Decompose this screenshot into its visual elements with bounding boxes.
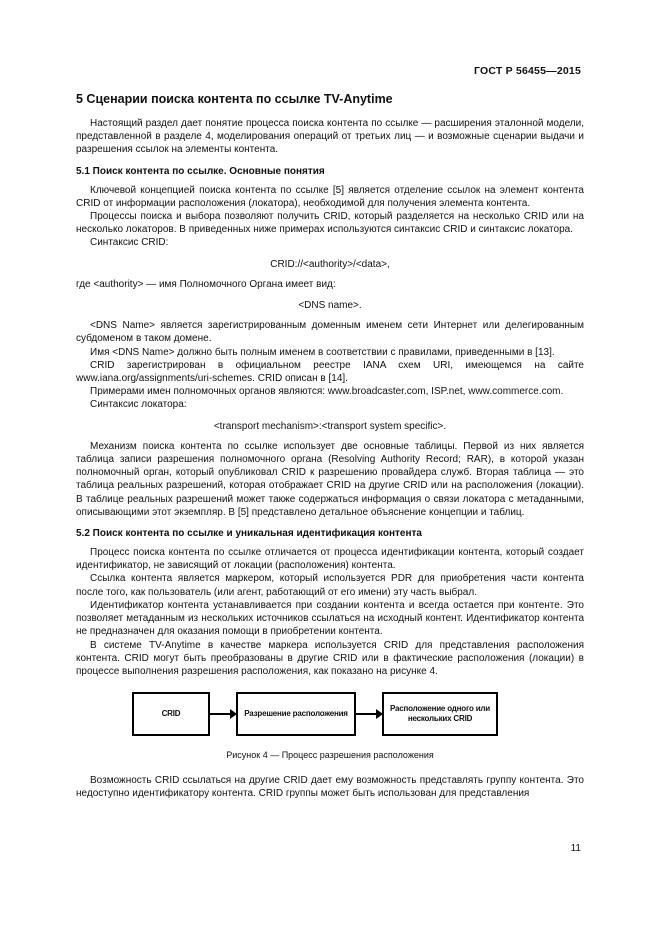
subsection-5-2-title: 5.2 Поиск контента по ссылке и уникальная идентификация контента xyxy=(76,528,422,540)
paragraph: Синтаксис локатора: xyxy=(90,399,187,411)
paragraph: Ссылка контента является маркером, который используется PDR для приобретения части контента после того, как пользователь (или агент, работающий от его имени) эту часть выбрал. xyxy=(76,573,584,598)
page-number: 11 xyxy=(570,843,581,854)
standard-number: ГОСТ Р 56455—2015 xyxy=(473,65,581,77)
page-content xyxy=(76,92,584,801)
crid-box: CRID xyxy=(132,692,210,736)
paragraph: Процесс поиска контента по ссылке отличается от процесса идентификации контента, который создает идентификатор, не зависящий от локации (расположения) контента. xyxy=(76,547,584,572)
paragraph: Ключевой концепцией поиска контента по ссылке [5] является отделение ссылок на элемент контента CRID от информации расположения (локатора), необходимой для получения элемента контента. xyxy=(76,184,584,209)
subsection-5-1-title: 5.1 Поиск контента по ссылке. Основные понятия xyxy=(76,165,325,177)
arrow-2 xyxy=(356,713,382,715)
paragraph: <DNS Name> является зарегистрированным доменным именем сети Интернет или делегированным субдоменом в таком домене. xyxy=(76,320,584,345)
crid-syntax-formula: CRID://<authority>/<data>, xyxy=(270,258,390,270)
paragraph: Примерами имен полномочных органов являются: www.broadcaster.com, ISP.net, www.commerce.com. xyxy=(90,386,564,398)
resolution-box: Разрешение расположения xyxy=(236,692,356,736)
arrow-1 xyxy=(210,713,236,715)
section-intro: Настоящий раздел дает понятие процесса поиска контента по ссылке — расширения эталонной модели, представленной в разделе 4, моделирования операций от третьих лиц — и возможные сценарии выдачи и разрешения ссылок на элементы контента. xyxy=(76,118,584,156)
figure-caption: Рисунок 4 — Процесс разрешения расположения xyxy=(226,750,434,761)
paragraph: Синтаксис CRID: xyxy=(90,237,169,249)
paragraph: Идентификатор контента устанавливается при создании контента и всегда остается при контенте. Это позволяет метаданным из нескольких источников ссылаться на исходный контент. Идентификатор контента не предназначен для оказания помощи в приобретении контента. xyxy=(76,599,584,638)
dns-name-formula: <DNS name>. xyxy=(298,300,362,312)
location-resolution-diagram xyxy=(132,692,502,738)
paragraph: В системе TV-Anytime в качестве маркера используется CRID для представления расположения контента. CRID могут быть преобразованы в другие CRID или в фактические расположения (локации) в процессе выполнения разрешения расположения, как показано на рисунке 4. xyxy=(76,639,584,677)
paragraph: Механизм поиска контента по ссылке использует две основные таблицы. Первой из них является таблица записи разрешения полномочного органа (Resolving Authority Record; RAR), в которой указан полномочный орган, который опубликовал CRID к разрешению провайдера служб. Вторая таблица — это таблица реальных разрешений, которая отображает CRID на другие CRID или на расположения (локации). В таблице реальных разрешений может также содержаться информация о связи локатора с метаданными, описывающими этот экземпляр. В [5] представлено детальное объяснение концепции и таблиц. xyxy=(76,440,584,518)
paragraph: Процессы поиска и выбора позволяют получить CRID, который разделяется на несколько CRID или на несколько локаторов. В приведенных ниже примерах используются синтаксис CRID и синтаксис локатора. xyxy=(76,211,584,236)
locator-syntax-formula: <transport mechanism>:<transport system specific>. xyxy=(213,420,447,432)
location-box: Расположение одного или нескольких CRID xyxy=(382,692,498,736)
paragraph: Имя <DNS Name> должно быть полным именем в соответствии с правилами, приведенными в [13]. xyxy=(90,346,555,358)
section-title: 5 Сценарии поиска контента по ссылке TV-Anytime xyxy=(76,92,393,106)
paragraph: Возможность CRID ссылаться на другие CRID дает ему возможность представлять группу контента. Это недоступно идентификатору контента. CRID группы может быть использован для представления xyxy=(76,775,584,800)
paragraph: где <authority> — имя Полномочного Органа имеет вид: xyxy=(76,278,336,290)
paragraph: CRID зарегистрирован в официальном реестре IANA схем URI, имеющемся на сайте www.iana.org/assignments/uri-schemes. CRID описан в [14]. xyxy=(76,359,584,385)
